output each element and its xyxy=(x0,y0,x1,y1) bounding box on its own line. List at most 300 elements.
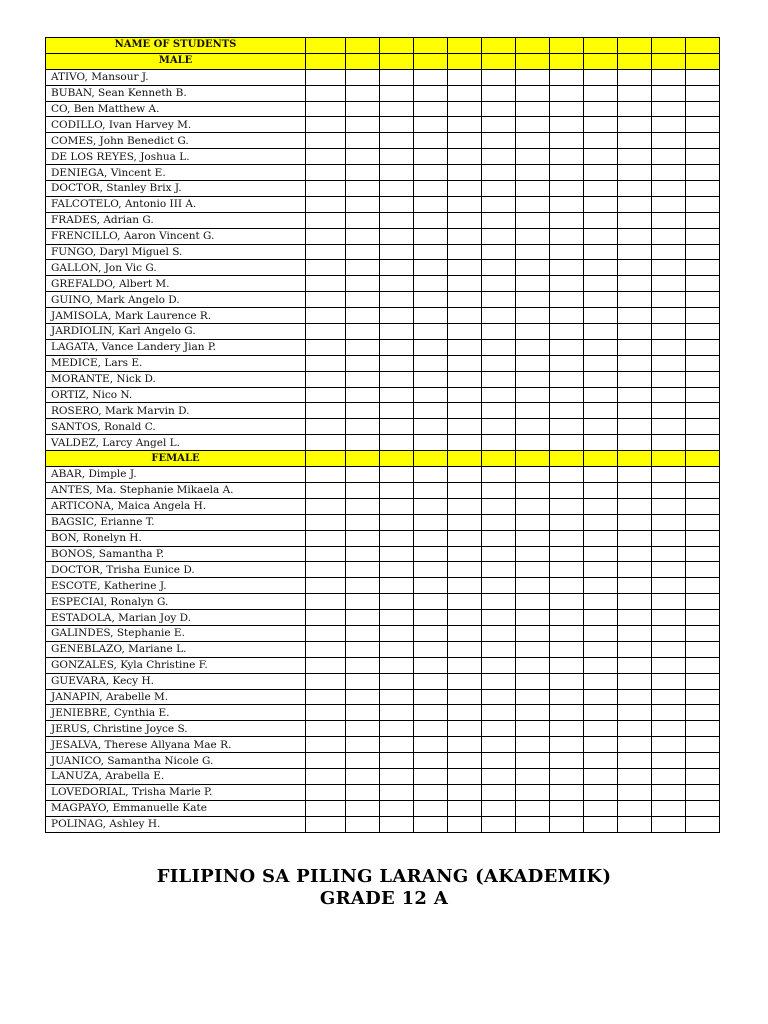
grade-cell xyxy=(306,816,346,832)
grade-cell xyxy=(482,800,516,816)
grade-cell xyxy=(550,673,584,689)
grade-cell xyxy=(346,721,380,737)
grade-cell xyxy=(516,165,550,181)
student-name: BUBAN, Sean Kenneth B. xyxy=(46,85,306,101)
grade-cell xyxy=(584,85,618,101)
grade-cell xyxy=(306,689,346,705)
table-row xyxy=(46,165,720,181)
grade-cell xyxy=(652,594,686,610)
grade-cell xyxy=(414,546,448,562)
table-row xyxy=(46,355,720,371)
student-name: POLINAG, Ashley H. xyxy=(46,816,306,832)
student-name: MORANTE, Nick D. xyxy=(46,371,306,387)
grade-cell xyxy=(306,133,346,149)
grade-cell xyxy=(414,641,448,657)
grade-cell xyxy=(414,451,448,467)
grade-cell xyxy=(652,212,686,228)
table-row xyxy=(46,149,720,165)
grade-cell xyxy=(306,514,346,530)
grade-cell xyxy=(550,530,584,546)
grade-cell xyxy=(584,530,618,546)
grade-cell xyxy=(448,625,482,641)
grade-cell xyxy=(482,244,516,260)
grade-cell xyxy=(448,435,482,451)
student-name: CO, Ben Matthew A. xyxy=(46,101,306,117)
grade-cell xyxy=(652,308,686,324)
grade-cell xyxy=(414,101,448,117)
grade-cell xyxy=(306,101,346,117)
grade-cell xyxy=(346,419,380,435)
grade-cell xyxy=(516,38,550,54)
grade-cell xyxy=(346,689,380,705)
grade-cell xyxy=(306,467,346,483)
grade-cell xyxy=(550,53,584,69)
grade-cell xyxy=(652,260,686,276)
grade-cell xyxy=(516,149,550,165)
grade-cell xyxy=(346,467,380,483)
grade-cell xyxy=(482,498,516,514)
grade-cell xyxy=(482,324,516,340)
grade-cell xyxy=(346,816,380,832)
grade-cell xyxy=(686,641,720,657)
grade-cell xyxy=(516,784,550,800)
grade-cell xyxy=(618,419,652,435)
grade-cell xyxy=(584,737,618,753)
table-row xyxy=(46,816,720,832)
grade-cell xyxy=(686,181,720,197)
grade-cell xyxy=(448,562,482,578)
grade-cell xyxy=(686,737,720,753)
grade-cell xyxy=(550,403,584,419)
grade-cell xyxy=(414,38,448,54)
grade-cell xyxy=(414,276,448,292)
grade-cell xyxy=(550,451,584,467)
female-section-label: FEMALE xyxy=(46,451,306,467)
grade-cell xyxy=(516,85,550,101)
grade-cell xyxy=(346,641,380,657)
grade-cell xyxy=(380,69,414,85)
grade-cell xyxy=(306,324,346,340)
grade-cell xyxy=(618,38,652,54)
grade-cell xyxy=(380,546,414,562)
grade-cell xyxy=(380,292,414,308)
grade-cell xyxy=(346,498,380,514)
grade-cell xyxy=(618,800,652,816)
grade-cell xyxy=(414,467,448,483)
grade-cell xyxy=(584,784,618,800)
grade-cell xyxy=(618,212,652,228)
student-name: MAGPAYO, Emmanuelle Kate xyxy=(46,800,306,816)
student-name: DOCTOR, Stanley Brix J. xyxy=(46,181,306,197)
grade-cell xyxy=(686,514,720,530)
grade-cell xyxy=(380,387,414,403)
grade-cell xyxy=(482,689,516,705)
grade-cell xyxy=(584,149,618,165)
grade-cell xyxy=(550,292,584,308)
grade-cell xyxy=(618,196,652,212)
grade-cell xyxy=(346,753,380,769)
grade-cell xyxy=(686,594,720,610)
grade-cell xyxy=(550,149,584,165)
grade-cell xyxy=(584,435,618,451)
grade-cell xyxy=(550,371,584,387)
grade-cell xyxy=(380,228,414,244)
grade-cell xyxy=(584,610,618,626)
grade-cell xyxy=(686,260,720,276)
grade-cell xyxy=(306,181,346,197)
student-roster-table xyxy=(45,37,720,833)
grade-cell xyxy=(550,816,584,832)
grade-cell xyxy=(482,292,516,308)
grade-cell xyxy=(516,753,550,769)
grade-cell xyxy=(652,721,686,737)
grade-cell xyxy=(346,228,380,244)
table-row xyxy=(46,800,720,816)
grade-cell xyxy=(584,498,618,514)
grade-cell xyxy=(346,260,380,276)
grade-cell xyxy=(414,339,448,355)
grade-cell xyxy=(584,721,618,737)
grade-cell xyxy=(652,562,686,578)
grade-cell xyxy=(414,69,448,85)
grade-cell xyxy=(618,165,652,181)
table-row xyxy=(46,705,720,721)
grade-cell xyxy=(380,101,414,117)
table-row xyxy=(46,435,720,451)
grade-cell xyxy=(448,578,482,594)
grade-cell xyxy=(414,562,448,578)
grade-cell xyxy=(448,260,482,276)
grade-cell xyxy=(482,228,516,244)
grade-cell xyxy=(652,705,686,721)
grade-cell xyxy=(618,387,652,403)
grade-cell xyxy=(516,276,550,292)
grade-cell xyxy=(306,387,346,403)
grade-cell xyxy=(380,419,414,435)
grade-cell xyxy=(516,308,550,324)
grade-cell xyxy=(346,244,380,260)
table-row xyxy=(46,784,720,800)
grade-cell xyxy=(306,69,346,85)
student-name: FRADES, Adrian G. xyxy=(46,212,306,228)
grade-cell xyxy=(618,403,652,419)
grade-cell xyxy=(414,578,448,594)
grade-cell xyxy=(550,117,584,133)
table-row xyxy=(46,467,720,483)
grade-cell xyxy=(618,482,652,498)
grade-cell xyxy=(482,419,516,435)
grade-cell xyxy=(516,530,550,546)
grade-cell xyxy=(686,196,720,212)
grade-cell xyxy=(686,482,720,498)
name-column-header: NAME OF STUDENTS xyxy=(46,38,306,54)
grade-cell xyxy=(618,753,652,769)
grade-cell xyxy=(448,85,482,101)
grade-cell xyxy=(306,196,346,212)
grade-cell xyxy=(652,641,686,657)
grade-cell xyxy=(686,133,720,149)
grade-cell xyxy=(550,276,584,292)
grade-cell xyxy=(380,498,414,514)
grade-cell xyxy=(584,546,618,562)
grade-cell xyxy=(448,244,482,260)
grade-cell xyxy=(550,625,584,641)
student-name: LANUZA, Arabella E. xyxy=(46,768,306,784)
student-name: ANTES, Ma. Stephanie Mikaela A. xyxy=(46,482,306,498)
table-row xyxy=(46,308,720,324)
grade-cell xyxy=(618,69,652,85)
grade-cell xyxy=(550,387,584,403)
grade-cell xyxy=(618,625,652,641)
grade-cell xyxy=(346,530,380,546)
grade-cell xyxy=(652,467,686,483)
grade-cell xyxy=(306,451,346,467)
grade-cell xyxy=(652,53,686,69)
table-row xyxy=(46,181,720,197)
grade-cell xyxy=(686,324,720,340)
grade-cell xyxy=(618,784,652,800)
grade-cell xyxy=(686,610,720,626)
grade-cell xyxy=(448,451,482,467)
grade-cell xyxy=(482,38,516,54)
table-row xyxy=(46,69,720,85)
grade-cell xyxy=(516,117,550,133)
grade-cell xyxy=(686,816,720,832)
grade-cell xyxy=(618,816,652,832)
grade-cell xyxy=(516,768,550,784)
grade-cell xyxy=(448,355,482,371)
grade-cell xyxy=(584,467,618,483)
grade-cell xyxy=(482,403,516,419)
grade-cell xyxy=(584,260,618,276)
grade-cell xyxy=(346,800,380,816)
grade-cell xyxy=(380,260,414,276)
table-row xyxy=(46,768,720,784)
grade-cell xyxy=(346,451,380,467)
grade-cell xyxy=(414,657,448,673)
grade-cell xyxy=(448,69,482,85)
grade-cell xyxy=(306,403,346,419)
grade-cell xyxy=(448,673,482,689)
grade-cell xyxy=(414,196,448,212)
grade-cell xyxy=(516,451,550,467)
grade-cell xyxy=(414,85,448,101)
grade-cell xyxy=(414,737,448,753)
grade-cell xyxy=(482,625,516,641)
grade-cell xyxy=(516,641,550,657)
student-name: FALCOTELO, Antonio III A. xyxy=(46,196,306,212)
table-row xyxy=(46,546,720,562)
grade-cell xyxy=(482,610,516,626)
grade-cell xyxy=(652,657,686,673)
grade-cell xyxy=(414,371,448,387)
table-row xyxy=(46,578,720,594)
grade-cell xyxy=(516,228,550,244)
grade-cell xyxy=(686,689,720,705)
grade-cell xyxy=(550,228,584,244)
grade-cell xyxy=(686,435,720,451)
grade-cell xyxy=(448,339,482,355)
student-name: DE LOS REYES, Joshua L. xyxy=(46,149,306,165)
grade-cell xyxy=(584,562,618,578)
grade-cell xyxy=(550,38,584,54)
grade-cell xyxy=(414,133,448,149)
grade-cell xyxy=(380,117,414,133)
grade-cell xyxy=(448,38,482,54)
grade-cell xyxy=(516,212,550,228)
grade-cell xyxy=(482,451,516,467)
section-header-male xyxy=(46,53,720,69)
grade-cell xyxy=(516,482,550,498)
grade-cell xyxy=(652,355,686,371)
grade-cell xyxy=(584,355,618,371)
grade-cell xyxy=(448,768,482,784)
grade-cell xyxy=(306,355,346,371)
table-row xyxy=(46,721,720,737)
grade-cell xyxy=(550,800,584,816)
grade-cell xyxy=(414,403,448,419)
grade-cell xyxy=(550,562,584,578)
student-name: GREFALDO, Albert M. xyxy=(46,276,306,292)
grade-cell xyxy=(380,308,414,324)
grade-cell xyxy=(414,768,448,784)
grade-cell xyxy=(686,403,720,419)
grade-cell xyxy=(618,292,652,308)
grade-cell xyxy=(516,737,550,753)
student-name: ESCOTE, Katherine J. xyxy=(46,578,306,594)
grade-cell xyxy=(686,228,720,244)
grade-cell xyxy=(652,133,686,149)
grade-cell xyxy=(686,753,720,769)
grade-cell xyxy=(584,451,618,467)
table-row xyxy=(46,244,720,260)
grade-cell xyxy=(448,641,482,657)
grade-cell xyxy=(448,737,482,753)
grade-cell xyxy=(482,149,516,165)
grade-cell xyxy=(380,196,414,212)
grade-cell xyxy=(482,212,516,228)
grade-cell xyxy=(380,673,414,689)
grade-cell xyxy=(306,530,346,546)
grade-cell xyxy=(306,800,346,816)
student-name: DOCTOR, Trisha Eunice D. xyxy=(46,562,306,578)
student-name: COMES, John Benedict G. xyxy=(46,133,306,149)
grade-cell xyxy=(414,594,448,610)
grade-cell xyxy=(618,498,652,514)
grade-cell xyxy=(686,355,720,371)
table-row xyxy=(46,530,720,546)
table-row xyxy=(46,753,720,769)
grade-cell xyxy=(686,101,720,117)
table-row xyxy=(46,260,720,276)
male-section-label: MALE xyxy=(46,53,306,69)
grade-cell xyxy=(584,657,618,673)
grade-cell xyxy=(380,38,414,54)
grade-cell xyxy=(550,610,584,626)
grade-cell xyxy=(618,117,652,133)
grade-cell xyxy=(584,53,618,69)
grade-cell xyxy=(550,85,584,101)
grade-cell xyxy=(482,276,516,292)
grade-cell xyxy=(414,292,448,308)
grade-cell xyxy=(516,133,550,149)
grade-cell xyxy=(652,753,686,769)
grade-cell xyxy=(448,610,482,626)
grade-cell xyxy=(448,308,482,324)
grade-cell xyxy=(482,657,516,673)
grade-cell xyxy=(516,101,550,117)
grade-cell xyxy=(686,498,720,514)
grade-cell xyxy=(346,355,380,371)
student-name: GENEBLAZO, Mariane L. xyxy=(46,641,306,657)
grade-cell xyxy=(482,737,516,753)
grade-cell xyxy=(652,546,686,562)
grade-cell xyxy=(448,816,482,832)
grade-cell xyxy=(550,244,584,260)
table-row xyxy=(46,419,720,435)
grade-cell xyxy=(516,610,550,626)
grade-cell xyxy=(380,737,414,753)
grade-cell xyxy=(686,451,720,467)
table-row xyxy=(46,324,720,340)
student-name: SANTOS, Ronald C. xyxy=(46,419,306,435)
grade-cell xyxy=(414,784,448,800)
grade-cell xyxy=(482,339,516,355)
grade-cell xyxy=(618,546,652,562)
grade-cell xyxy=(584,768,618,784)
grade-cell xyxy=(686,625,720,641)
grade-cell xyxy=(482,816,516,832)
grade-cell xyxy=(346,768,380,784)
student-name: LAGATA, Vance Landery Jian P. xyxy=(46,339,306,355)
grade-cell xyxy=(306,292,346,308)
grade-cell xyxy=(652,371,686,387)
grade-cell xyxy=(584,38,618,54)
grade-cell xyxy=(652,339,686,355)
grade-cell xyxy=(686,53,720,69)
grade-cell xyxy=(618,673,652,689)
table-row xyxy=(46,292,720,308)
grade-cell xyxy=(686,721,720,737)
grade-cell xyxy=(516,498,550,514)
grade-cell xyxy=(482,482,516,498)
grade-cell xyxy=(686,276,720,292)
grade-cell xyxy=(584,641,618,657)
grade-cell xyxy=(652,673,686,689)
grade-cell xyxy=(550,768,584,784)
grade-cell xyxy=(346,324,380,340)
grade-cell xyxy=(306,276,346,292)
grade-cell xyxy=(482,165,516,181)
grade-cell xyxy=(652,451,686,467)
grade-cell xyxy=(380,514,414,530)
grade-cell xyxy=(306,721,346,737)
section-header-female xyxy=(46,451,720,467)
grade-cell xyxy=(380,244,414,260)
grade-cell xyxy=(516,562,550,578)
grade-cell xyxy=(414,435,448,451)
grade-cell xyxy=(550,705,584,721)
grade-cell xyxy=(618,101,652,117)
grade-cell xyxy=(584,689,618,705)
grade-cell xyxy=(448,117,482,133)
grade-cell xyxy=(448,498,482,514)
grade-cell xyxy=(482,753,516,769)
grade-cell xyxy=(346,482,380,498)
grade-cell xyxy=(414,212,448,228)
grade-cell xyxy=(584,578,618,594)
grade-cell xyxy=(618,355,652,371)
